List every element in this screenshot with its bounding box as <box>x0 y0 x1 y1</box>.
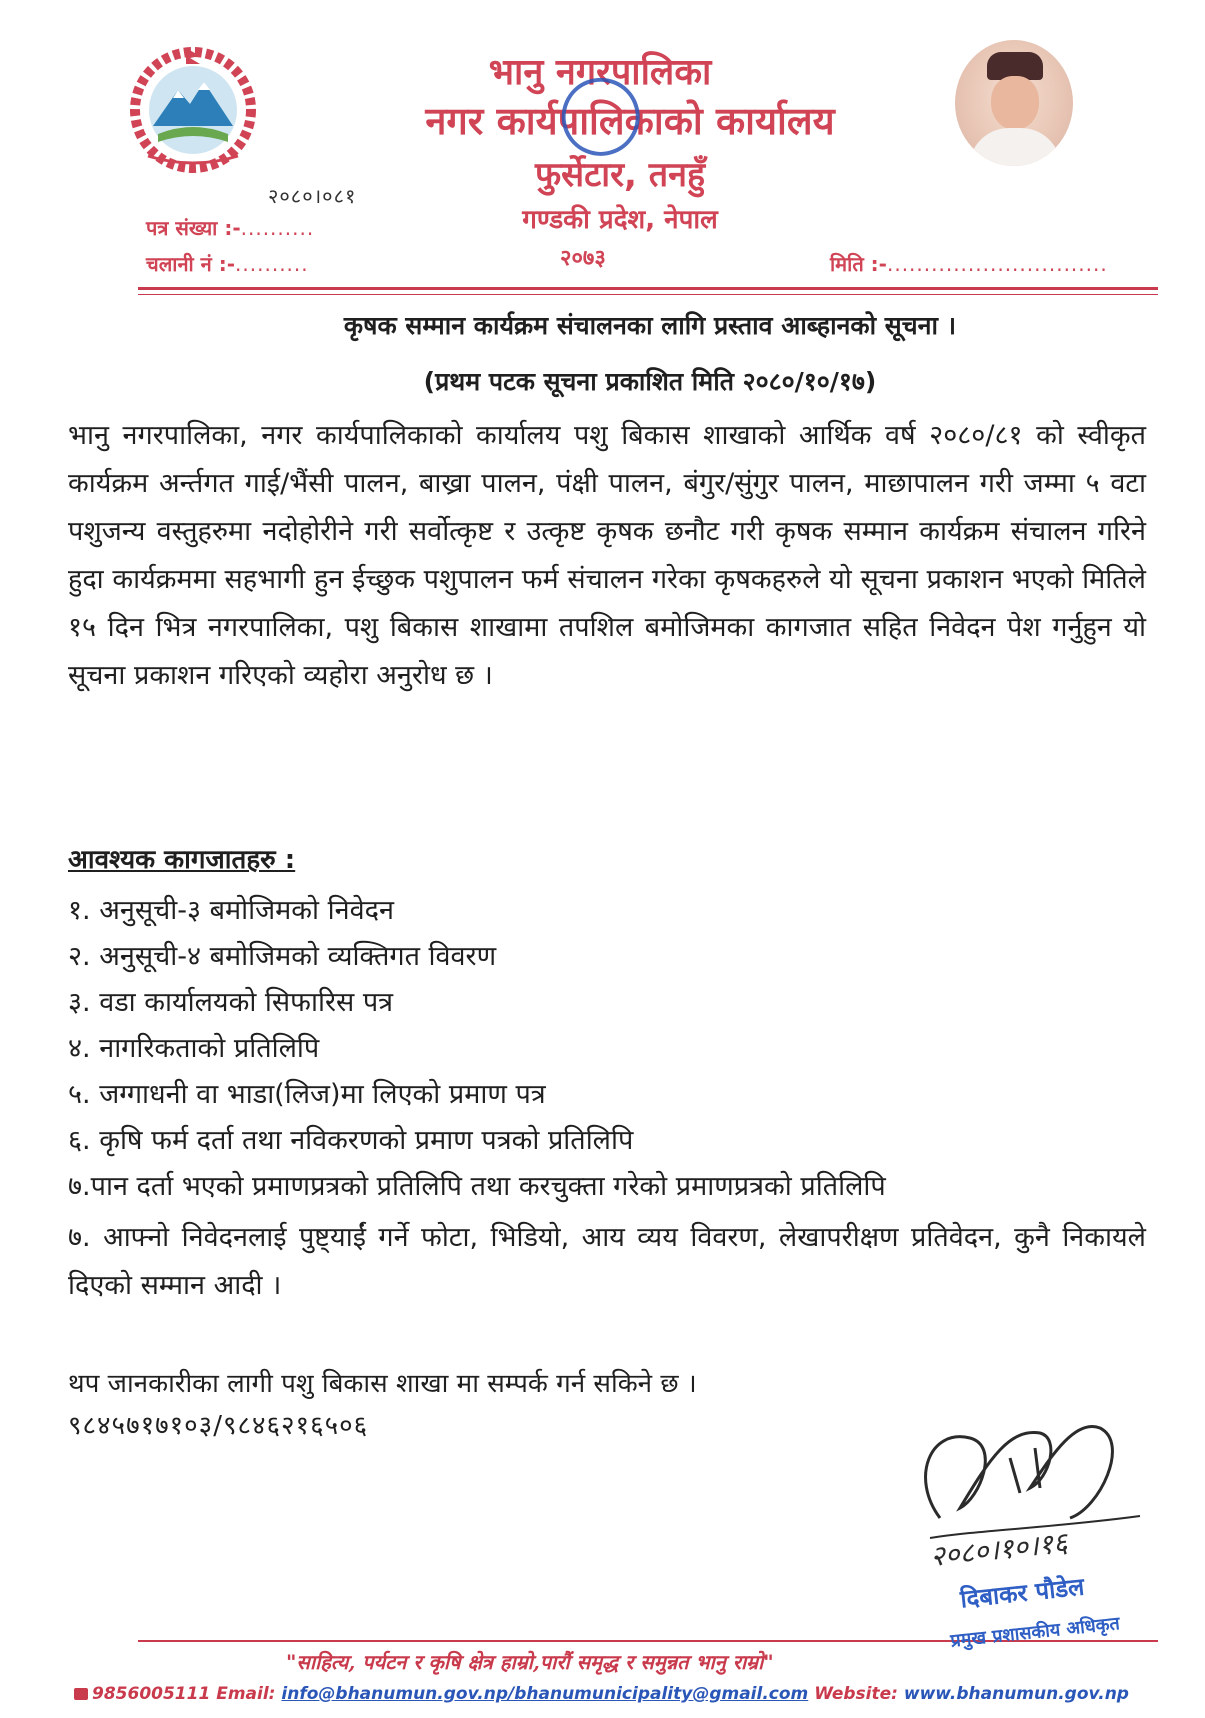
requirement-item: ७.पान दर्ता भएको प्रमाणप्रत्रको प्रतिलिपि तथा करचुक्ता गरेको प्रमाणप्रत्रको प्रतिलिपि <box>68 1171 886 1202</box>
requirement-item: ६. कृषि फर्म दर्ता तथा नविकरणको प्रमाण पत्रको प्रतिलिपि <box>68 1125 634 1156</box>
email-label: Email: <box>216 1684 276 1704</box>
footer-phone: 9856005111 <box>92 1684 211 1704</box>
contact-text: थप जानकारीका लागी पशु बिकास शाखा मा सम्पर्क गर्न सकिने छ । <box>68 1369 697 1399</box>
ref-handwritten: २०८०।०८१ <box>268 184 357 208</box>
phone-icon <box>74 1688 88 1700</box>
founder-portrait <box>955 40 1073 166</box>
website-label: Website: <box>814 1684 898 1704</box>
patra-sankhya: पत्र संख्या :-.......... <box>146 216 315 240</box>
notice-paragraph: भानु नगरपालिका, नगर कार्यपालिकाको कार्यालय पशु बिकास शाखाको आर्थिक वर्ष २०८०/८१ को स्वीकृत कार्यक्रम अर्न्तगत गाई/भैंसी पालन, बाख्रा पालन, पंक्षी पालन, बंगुर/सुंगुर पालन, माछापालन गरी जम्मा ५ वटा पशुजन्य वस्तुहरुमा नदोहोरीने गरी सर्वोत्कृष्ट र उत्कृष्ट कृषक छनौट गरी कृषक सम्मान कार्यक्रम संचालन गरिने हुदा कार्यक्रममा सहभागी हुन ईच्छुक पशुपालन फर्म संचालन गरेका कृषकहरुले यो सूचना प्रकाशन भएको मितिले १५ दिन भित्र नगरपालिका, पशु बिकास शाखामा तपशिल बमोजिमका कागजात सहित निवेदन पेश गर्नुहुन यो सूचना प्रकाशन गरिएको व्यहोरा अनुरोध छ । <box>68 420 1146 691</box>
signatory-name: दिबाकर पौडेल <box>958 1572 1086 1614</box>
contact-phone: ९८४५७१७१०३/९८४६२१६५०६ <box>68 1411 369 1441</box>
signatory-post: प्रमुख प्रशासकीय अधिकृत <box>949 1613 1121 1652</box>
nepal-emblem-icon <box>118 42 268 182</box>
requirement-item: २. अनुसूची-४ बमोजिमको व्यक्तिगत विवरण <box>68 941 497 972</box>
footer-contact <box>74 1684 1129 1704</box>
signature-date: २०८०।१०।१६ <box>928 1525 1070 1574</box>
miti-date: मिति :-.............................. <box>830 252 1108 276</box>
requirement-item: ४. नागरिकताको प्रतिलिपि <box>68 1033 320 1064</box>
letterhead-divider-thin <box>138 294 1158 295</box>
letterhead-year: २०७३ <box>560 246 606 271</box>
letterhead-divider <box>138 287 1158 290</box>
requirement-item: ३. वडा कार्यालयको सिफारिस पत्र <box>68 987 394 1018</box>
requirements-list <box>68 888 1146 1310</box>
letterhead-place: फुर्सेटार, तनहुँ <box>534 155 706 195</box>
chalani-number: चलानी नं :-.......... <box>146 252 309 276</box>
notice-subheading: (प्रथम पटक सूचना प्रकाशित मिति २०८०/१०/१७) <box>423 367 877 396</box>
notice-heading: कृषक सम्मान कार्यक्रम संचालनका लागि प्रस्ताव आब्हानको सूचना । <box>343 311 957 340</box>
requirement-item: ७. आफ्नो निवेदनलाई पुष्ट्याईं गर्ने फोटा, भिडियो, आय व्यय विवरण, लेखापरीक्षण प्रतिवेदन, कुनै निकायले दिएको सम्मान आदी । <box>68 1222 1146 1301</box>
letterhead-office: नगर कार्यपालिकाको कार्यालय <box>425 99 835 143</box>
letterhead-province: गण्डकी प्रदेश, नेपाल <box>522 205 718 235</box>
requirements-title: आवश्यक कागजातहरु : <box>68 845 296 875</box>
letterhead-org-name: भानु नगरपालिका <box>488 52 712 93</box>
footer-email-link[interactable]: info@bhanumun.gov.np/bhanumunicipality@gmail.com <box>281 1684 809 1704</box>
footer-website-link[interactable]: www.bhanumun.gov.np <box>903 1684 1129 1704</box>
footer-slogan: "साहित्य, पर्यटन र कृषि क्षेत्र हाम्रो,पारौं समृद्ध र समुन्नत भानु राम्रो" <box>286 1650 774 1674</box>
requirement-item: १. अनुसूची-३ बमोजिमको निवेदन <box>68 895 394 926</box>
requirement-item: ५. जग्गाधनी वा भाडा(लिज)मा लिएको प्रमाण पत्र <box>68 1079 546 1110</box>
